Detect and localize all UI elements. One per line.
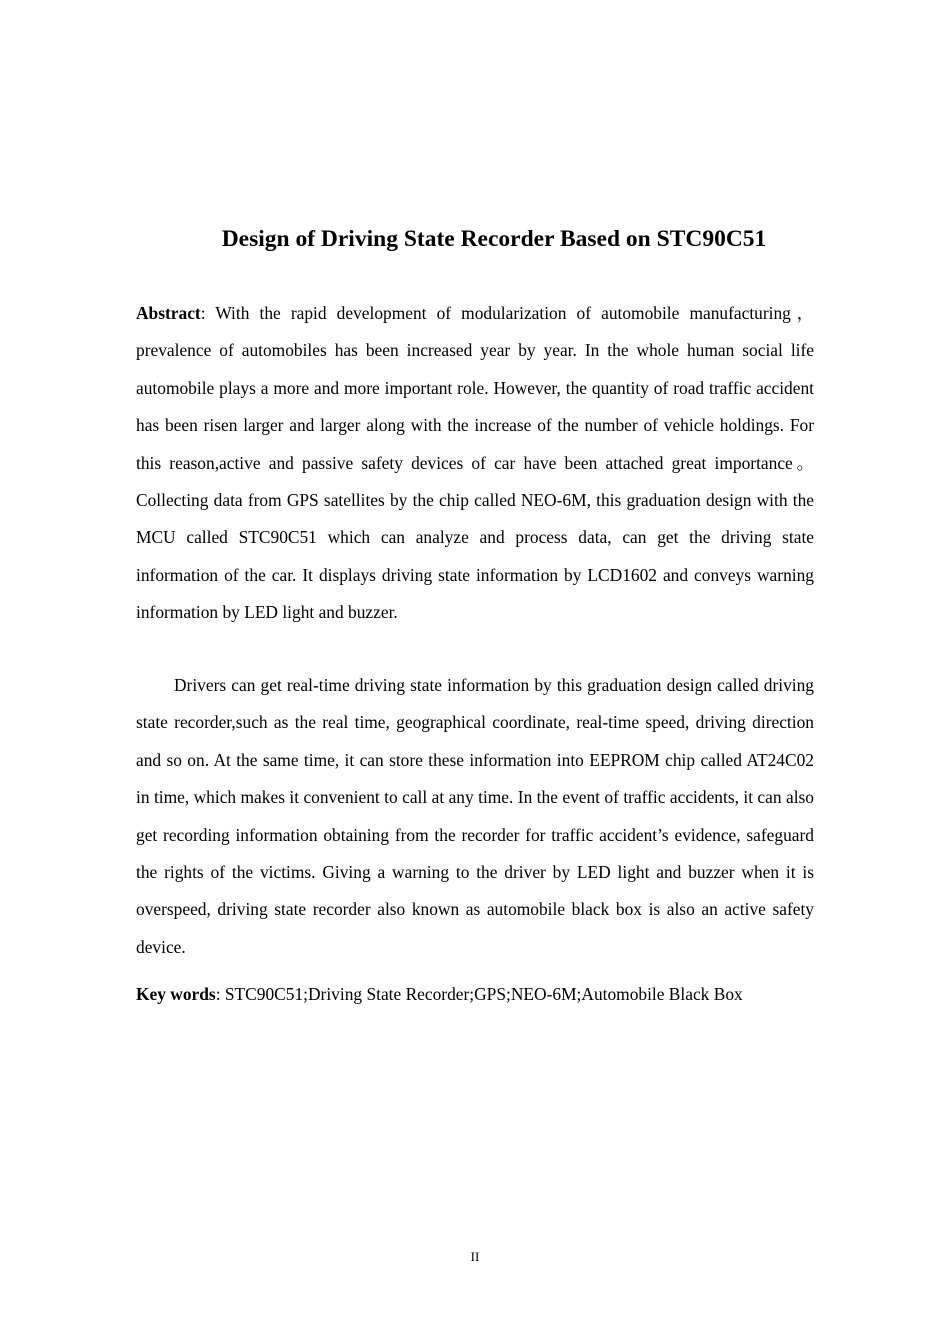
keywords-separator: : (215, 984, 225, 1004)
keywords-line (136, 979, 836, 1009)
keywords-label: Key words (136, 984, 216, 1004)
abstract-second-paragraph: Drivers can get real-time driving state information by this graduation design called driving state recorder,such as the real time, geographical coordinate, real-time speed, driving direction and so on. At the same time, it can store these information into EEPROM chip called AT24C02 in time, which makes it convenient to call at any time. In the event of traffic accidents, it can also get recording information obtaining from the recorder for traffic accident’s evidence, safeguard the rights of the victims. Giving a warning to the driver by LED light and buzzer when it is overspeed, driving state recorder also known as automobile black box is also an active safety device. (136, 675, 814, 957)
abstract-second-section (136, 667, 814, 966)
abstract-paragraph (136, 295, 814, 632)
page-number: II (470, 1249, 480, 1264)
keywords-text: STC90C51;Driving State Recorder;GPS;NEO-6M;Automobile Black Box (224, 984, 743, 1004)
abstract-separator: : (200, 303, 206, 323)
abstract-section (136, 295, 814, 632)
paper-title: Design of Driving State Recorder Based on STC90C51 (221, 226, 767, 252)
abstract-label: Abstract (136, 303, 201, 323)
abstract-text: With the rapid development of modularization of automobile manufacturing，prevalence of automobiles has been increased year by year. In the whole human social life automobile plays a more and more important role. However, the quantity of road traffic accident has been risen larger and larger along with the increase of the number of vehicle holdings. For this reason,active and passive safety devices of car have been attached great importance。Collecting data from GPS satellites by the chip called NEO-6M, this graduation design with the MCU called STC90C51 which can analyze and process data, can get the driving state information of the car. It displays driving state information by LCD1602 and conveys warning information by LED light and buzzer. (136, 303, 814, 623)
